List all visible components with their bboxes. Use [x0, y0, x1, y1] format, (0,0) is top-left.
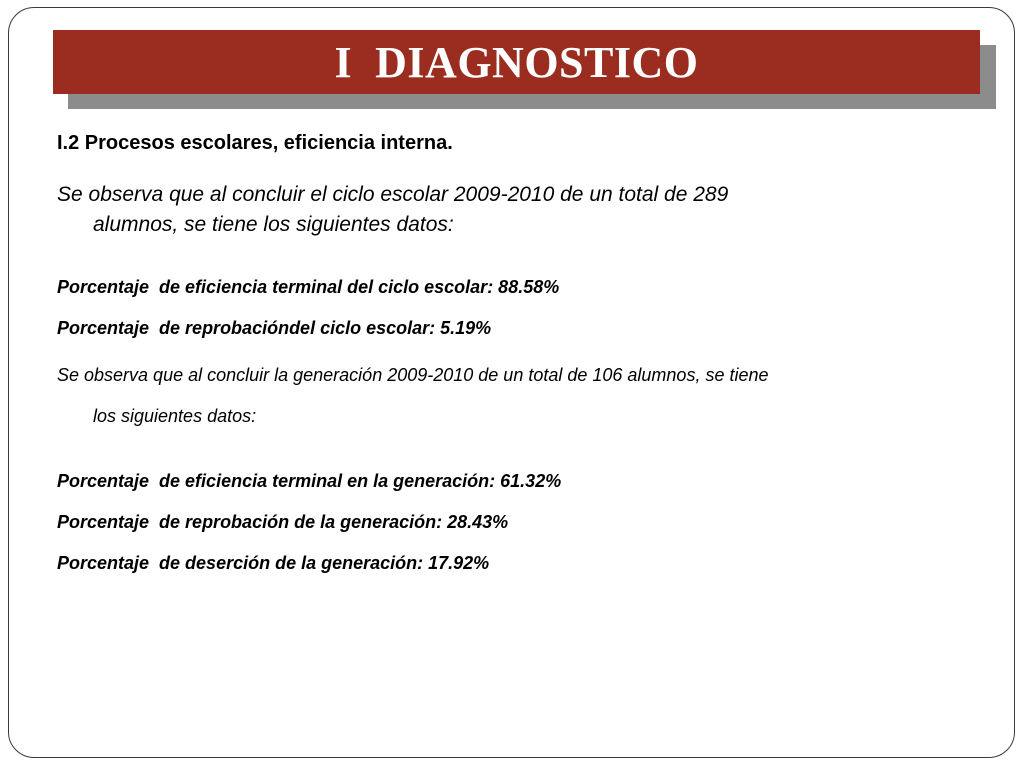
- stat-generation-failure: Porcentaje de reprobación de la generación: 28.43%: [57, 512, 509, 532]
- generation-note-line-1: Se observa que al concluir la generación 2009-2010 de un total de 106 alumnos, se tiene: [57, 365, 769, 385]
- stat-cycle-terminal-efficiency: Porcentaje de eficiencia terminal del ciclo escolar: 88.58%: [57, 277, 560, 297]
- slide-content: [57, 132, 979, 593]
- slide-title: I DIAGNOSTICO: [334, 37, 699, 87]
- stat-generation-dropout: Porcentaje de deserción de la generación: 17.92%: [57, 553, 490, 573]
- section-subtitle: I.2 Procesos escolares, eficiencia interna.: [57, 132, 453, 154]
- generation-note-line-2: los siguientes datos:: [93, 406, 257, 426]
- generation-note: [57, 355, 979, 437]
- stat-cycle-failure: Porcentaje de reprobacióndel ciclo escolar: 5.19%: [57, 318, 492, 338]
- intro-line-2: alumnos, se tiene los siguientes datos:: [93, 213, 454, 236]
- intro-line-1: Se observa que al concluir el ciclo escolar 2009-2010 de un total de 289: [57, 183, 729, 206]
- intro-paragraph: [57, 180, 979, 240]
- stat-generation-terminal-efficiency: Porcentaje de eficiencia terminal en la generación: 61.32%: [57, 471, 562, 491]
- title-bar: [53, 30, 980, 94]
